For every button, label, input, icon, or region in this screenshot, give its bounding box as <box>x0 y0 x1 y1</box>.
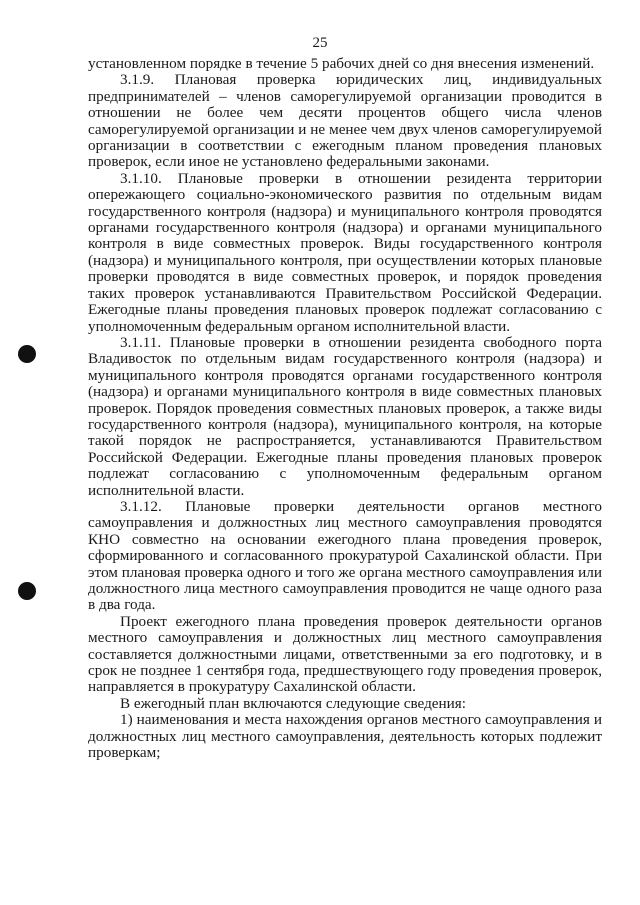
page-number: 25 <box>312 35 328 51</box>
paragraph-3-1-11: 3.1.11. Плановые проверки в отношении резидента свободного порта Владивосток по отдельным видам государственного контроля (надзора) и муниципального контроля проводятся органами государственного контроля (надзора) и органами муниципального контроля в виде совместных плановых проверок. Порядок проведения совместных плановых проверок, а также виды государственного контроля (надзора), муниципального контроля, на которые такой порядок не распространяется, устанавливаются Правительством Российской Федерации. Ежегодные планы проведения плановых проверок подлежат согласованию с уполномоченным федеральным органом исполнительной власти. <box>88 333 602 499</box>
paragraph-3-1-9: 3.1.9. Плановая проверка юридических лиц, индивидуальных предпринимателей – членов саморегулируемой организации проводится в отношении не более чем десяти процентов общего числа членов саморегулируемой организации и не менее чем двух членов саморегулируемой организации в соответствии с ежегодным планом проведения плановых проверок, если иное не установлено федеральными законами. <box>88 71 602 171</box>
list-item-1: 1) наименования и места нахождения органов местного самоуправления и должностных лиц местного самоуправления, деятельность которых подлежит проверкам; <box>88 711 602 762</box>
punch-hole-mark <box>18 582 36 600</box>
paragraph-plan-contents: В ежегодный план включаются следующие сведения: <box>120 694 467 712</box>
paragraph-3-1-10: 3.1.10. Плановые проверки в отношении резидента территории опережающего социально-экономического развития по отдельным видам государственного контроля (надзора) и муниципального контроля проводятся органами государственного контроля (надзора) и органами муниципального контроля в виде совместных проверок. Виды государственного контроля (надзора) и муниципального контроля, при осуществлении которых плановые проверки проводятся в виде совместных проверок, и порядок проведения таких проверок устанавливаются Правительством Российской Федерации. Ежегодные планы проведения плановых проверок подлежат согласованию с уполномоченным федеральным органом исполнительной власти. <box>88 169 602 335</box>
document-body <box>88 56 602 761</box>
paragraph-3-1-12: 3.1.12. Плановые проверки деятельности органов местного самоуправления и должностных лиц местного самоуправления проводятся КНО совместно на основании ежегодного плана проведения проверок, сформированного и согласованного прокуратурой Сахалинской области. При этом плановая проверка одного и того же органа местного самоуправления или должностного лица местного самоуправления проводится не чаще одного раза в два года. <box>88 497 602 614</box>
paragraph-continuation: установленном порядке в течение 5 рабочих дней со дня внесения изменений. <box>88 55 595 72</box>
paragraph-plan-draft: Проект ежегодного плана проведения проверок деятельности органов местного самоуправления и должностных лиц местного самоуправления составляется должностными лицами, ответственными за его подготовку, и в срок не позднее 1 сентября года, предшествующего году проведения проверок, направляется в прокуратуру Сахалинской области. <box>88 612 602 696</box>
punch-hole-mark <box>18 345 36 363</box>
